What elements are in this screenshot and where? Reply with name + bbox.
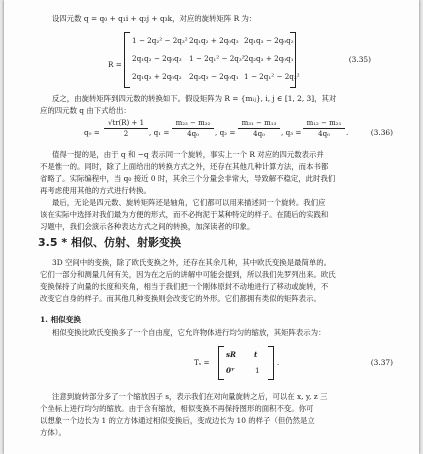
- subsection-title: 相似变换: [50, 315, 81, 324]
- matrix-cell: 1: [255, 366, 260, 375]
- matrix-cell: 2q₁q₃ − 2q₀q₂: [244, 36, 294, 45]
- denominator: 2: [123, 130, 129, 138]
- paragraph-line: 变换保持了向量的长度和夹角，相当于我们把一个刚体原封不动地进行了移动或旋转，不: [40, 282, 329, 291]
- equation-number: (3.35): [348, 55, 371, 64]
- paragraph-line: 最后，无论是四元数、旋转矩阵还是轴角，它们都可以用来描述同一个旋转。我们应: [52, 198, 326, 207]
- left-bracket: [124, 32, 130, 88]
- fraction-bar: [172, 128, 214, 129]
- right-bracket: [268, 346, 274, 380]
- matrix-cell: 2q₁q₃ + 2q₀q₂: [132, 72, 182, 81]
- left-bracket: [218, 346, 224, 380]
- paragraph-line: 习题中，我们会演示各种表达方式之间的转换，加深读者的印象。: [40, 222, 255, 231]
- paragraph-line: 反之，由旋转矩阵到四元数的转换如下。假设矩阵为 R = {mᵢⱼ}, i, j ∈ [1, 2, 3]，其对: [52, 94, 337, 103]
- matrix-cell: 1 − 2q₂² − 2q₃²: [132, 36, 188, 45]
- equation-number: (3.36): [370, 128, 393, 137]
- matrix-cell: 2q₁q₂ − 2q₀q₃: [132, 54, 182, 63]
- paragraph-line: 方体）。: [40, 428, 66, 437]
- paragraph-line: 省略了。实际编程中，当 q₀ 接近 0 时，其余三个分量会非常大，导致解不稳定，此时我们: [40, 174, 336, 183]
- fraction-q3: [303, 119, 345, 138]
- denominator: 4q₀: [318, 130, 330, 138]
- fraction-bar: [238, 128, 280, 129]
- matrix-cell: 0ᵀ: [226, 366, 235, 375]
- eq-q2-label: , q₂ =: [215, 128, 236, 137]
- paragraph-line: 再考虑使用其他的方式进行转换。: [40, 186, 151, 195]
- subsection-heading: [40, 314, 81, 325]
- matrix-cell: 2q₂q₃ + 2q₀q₁: [244, 54, 294, 63]
- section-title: 相似、仿射、射影变换: [70, 236, 181, 249]
- matrix-cell: 2q₁q₂ + 2q₀q₃: [189, 36, 239, 45]
- paragraph-line: 它们一部分和测量几何有关，因为在之后的讲解中可能会提到，所以我们先罗列出来。欧氏: [40, 270, 336, 279]
- paragraph-line: 改变它自身的样子。而其他几种变换则会改变它的外形。它们都拥有类似的矩阵表示。: [40, 294, 321, 303]
- paragraph-line: 3D 空间中的变换，除了欧氏变换之外，还存在其余几种，其中欧氏变换是最简单的。: [52, 258, 332, 267]
- denominator: 4q₀: [187, 130, 199, 138]
- document-page: [4, 0, 419, 454]
- matrix-cell: t: [254, 350, 258, 359]
- equation-number: (3.37): [370, 358, 393, 367]
- eq-period: .: [277, 358, 280, 367]
- matrix-label: R =: [108, 60, 122, 69]
- paragraph-line: 设四元数 q = q₀ + q₁i + q₂j + q₃k，对应的旋转矩阵 R 为：: [52, 14, 257, 23]
- eq-q3-label: , q₃ =: [281, 128, 302, 137]
- paragraph-line: 以想象一个边长为 1 的立方体通过相似变换后，变成边长为 10 的样子（但仍然是立: [40, 416, 315, 425]
- eq-q1-label: , q₁ =: [149, 128, 170, 137]
- matrix-cell: 1 − 2q₁² − 2q₃²: [189, 54, 245, 63]
- paragraph-line: 不是惟一的。同时，除了上面给出的转换方式之外，还存在其他几种计算方法，而本书都: [40, 162, 329, 171]
- numerator: m₃₁ − m₁₃: [241, 119, 277, 127]
- fraction-q0: [104, 119, 148, 138]
- paragraph-line: 个坐标上进行均匀的缩放。由于含有缩放，相似变换不再保持图形的面积不变。你可: [40, 404, 314, 413]
- fraction-bar: [104, 128, 148, 129]
- section-heading: [38, 234, 181, 250]
- eq-q0-label: q₀ =: [84, 128, 100, 137]
- matrix-cell: 1 − 2q₁² − 2q₂²: [244, 72, 300, 81]
- fraction-q2: [238, 119, 280, 138]
- paragraph-line: 相似变换比欧氏变换多了一个自由度，它允许物体进行均匀的缩放，其矩阵表示为：: [52, 328, 326, 337]
- eq-period: .: [346, 128, 349, 137]
- numerator: √tr(R) + 1: [107, 119, 145, 127]
- denominator: 4q₀: [253, 130, 265, 138]
- paragraph-line: 值得一提的是，由于 q 和 −q 表示同一个旋转，事实上一个 R 对应的四元数表示并: [52, 150, 324, 159]
- paragraph-line: 注意到旋转部分多了一个缩放因子 s，表示我们在对向量旋转之后，可以在 x, y, z 三: [52, 392, 328, 401]
- matrix-cell: sR: [226, 350, 237, 359]
- paragraph-line: 该在实际中选择对我们最为方便的形式，而不必拘泥于某种特定的样子。在随后的实践和: [40, 210, 329, 219]
- fraction-q1: [172, 119, 214, 138]
- paragraph-line: 应的四元数 q 由下式给出：: [40, 106, 131, 115]
- eq-ts-label: Tₛ =: [194, 358, 210, 367]
- section-number: 3.5: [38, 236, 58, 249]
- matrix-cell: 2q₂q₃ − 2q₀q₁: [189, 72, 239, 81]
- numerator: m₁₂ − m₂₁: [306, 119, 342, 127]
- numerator: m₂₃ − m₃₂: [175, 119, 211, 127]
- section-star: *: [61, 236, 68, 249]
- fraction-bar: [303, 128, 345, 129]
- subsection-number: 1.: [40, 315, 48, 324]
